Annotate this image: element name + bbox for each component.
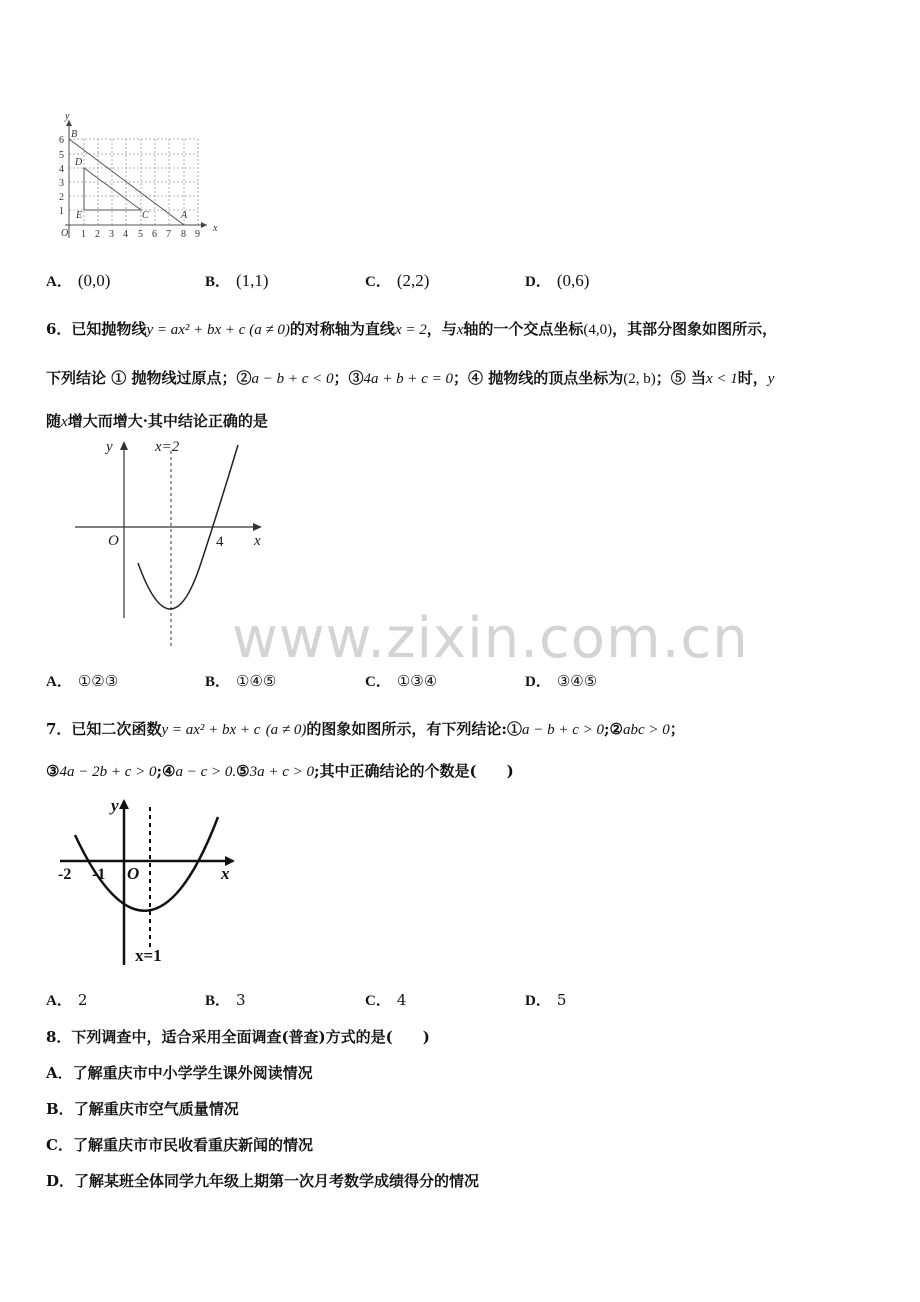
y-tick: 1 bbox=[59, 206, 64, 217]
y-axis-label: y bbox=[111, 796, 119, 815]
origin-label: O bbox=[108, 533, 119, 549]
q8-stem: 8．下列调查中，适合采用全面调查(普查)方式的是( ) bbox=[46, 1028, 430, 1046]
x-axis-label: x bbox=[221, 864, 230, 883]
y-tick: 6 bbox=[59, 135, 64, 146]
q5-option-b[interactable]: B． (1,1) bbox=[205, 271, 269, 290]
point-b-label: B bbox=[71, 129, 78, 140]
tick-minus-2: -2 bbox=[58, 866, 72, 883]
x-tick: 6 bbox=[152, 229, 157, 240]
x-tick: 7 bbox=[166, 229, 171, 240]
q7-parabola-graph bbox=[55, 795, 240, 970]
origin-label: O bbox=[61, 228, 69, 239]
q8-option-b[interactable]: B．了解重庆市空气质量情况 bbox=[46, 1100, 239, 1118]
q6-stem-line2: 下列结论 ① 抛物线过原点；②a − b + c < 0；③4a + b + c = 0；④ 抛物线的顶点坐标为(2, b)；⑤ 当x < 1时，y bbox=[46, 369, 775, 387]
tick-minus-1: -1 bbox=[92, 866, 106, 883]
q5-coordinate-figure bbox=[55, 110, 230, 242]
symmetry-axis-label: x=2 bbox=[155, 439, 180, 455]
q8-option-d[interactable]: D．了解某班全体同学九年级上期第一次月考数学成绩得分的情况 bbox=[46, 1172, 480, 1190]
root-label: 4 bbox=[216, 534, 224, 550]
q8-option-a[interactable]: A．了解重庆市中小学学生课外阅读情况 bbox=[46, 1064, 313, 1082]
q6-option-a[interactable]: A． ①②③ bbox=[46, 672, 119, 690]
x-tick: 1 bbox=[81, 229, 86, 240]
q6-stem-line1: 6．已知抛物线y = ax² + bx + c (a ≠ 0)的对称轴为直线x = 2，与x轴的一个交点坐标(4,0)，其部分图象如图所示， bbox=[46, 320, 778, 338]
y-tick: 4 bbox=[59, 164, 64, 175]
x-tick: 4 bbox=[123, 229, 128, 240]
q8-option-c[interactable]: C．了解重庆市市民收看重庆新闻的情况 bbox=[46, 1136, 313, 1154]
point-d-label: D bbox=[75, 157, 83, 168]
q6-option-c[interactable]: C． ①③④ bbox=[365, 672, 438, 690]
x-tick: 8 bbox=[181, 229, 186, 240]
point-c-label: C bbox=[142, 210, 149, 221]
x-axis-label: x bbox=[254, 533, 261, 549]
triangle-dec bbox=[84, 168, 141, 210]
q7-option-a[interactable]: A． 2 bbox=[46, 991, 88, 1009]
symmetry-axis-label: x=1 bbox=[135, 946, 162, 965]
origin-label: O bbox=[127, 864, 140, 883]
q7-option-c[interactable]: C． 4 bbox=[365, 991, 407, 1009]
q7-option-b[interactable]: B． 3 bbox=[205, 991, 246, 1009]
y-axis-label: y bbox=[65, 111, 70, 122]
x-tick: 5 bbox=[138, 229, 143, 240]
q6-stem-line3: 随x增大而增大·其中结论正确的是 bbox=[46, 412, 268, 430]
q6-option-b[interactable]: B． ①④⑤ bbox=[205, 672, 277, 690]
watermark: www.zixin.com.cn bbox=[232, 606, 749, 671]
q7-option-d[interactable]: D． 5 bbox=[525, 991, 567, 1009]
parabola-curve bbox=[75, 817, 218, 911]
point-e-label: E bbox=[76, 210, 83, 221]
x-tick: 2 bbox=[95, 229, 100, 240]
q6-option-d[interactable]: D． ③④⑤ bbox=[525, 672, 598, 690]
q5-option-c[interactable]: C． (2,2) bbox=[365, 271, 430, 290]
y-tick: 3 bbox=[59, 178, 64, 189]
q5-option-d[interactable]: D． (0,6) bbox=[525, 271, 590, 290]
y-tick: 5 bbox=[59, 150, 64, 161]
y-axis-label: y bbox=[106, 439, 113, 455]
q7-stem-line2: ③4a − 2b + c > 0;④a − c > 0.⑤3a + c > 0;其中正确结论的个数是( ) bbox=[46, 762, 514, 780]
q7-stem-line1: 7．已知二次函数y = ax² + bx + c (a ≠ 0)的图象如图所示，有下列结论:①a − b + c > 0;②abc > 0； bbox=[46, 720, 685, 738]
x-axis-label: x bbox=[213, 223, 218, 234]
x-tick: 9 bbox=[195, 229, 200, 240]
y-tick: 2 bbox=[59, 192, 64, 203]
x-tick: 3 bbox=[109, 229, 114, 240]
point-a-label: A bbox=[181, 210, 188, 221]
q5-option-a[interactable]: A． (0,0) bbox=[46, 271, 111, 290]
